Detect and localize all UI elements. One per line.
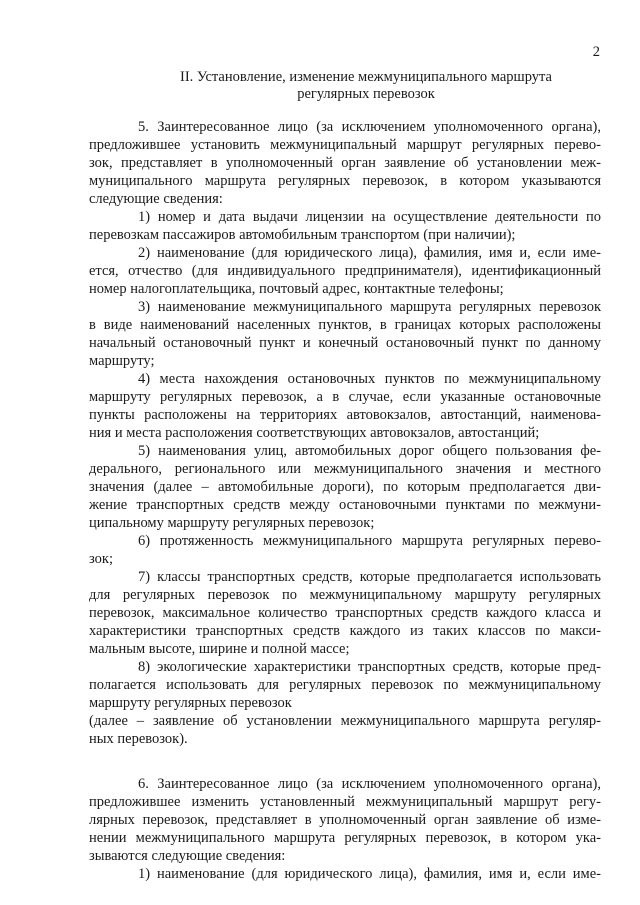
body-line: значения (далее – автомобильные дороги), по которым предполагается дви- — [89, 479, 601, 495]
body-line: (далее – заявление об установлении межмуниципального маршрута регуляр- — [89, 713, 601, 729]
body-line: жение транспортных средств между остановочными пунктами по межмуни- — [89, 497, 601, 513]
body-line: 7) классы транспортных средств, которые предполагается использовать — [138, 569, 601, 585]
body-line: ных перевозок). — [89, 731, 188, 747]
body-line: 2) наименование (для юридического лица), фамилия, имя и, если име- — [138, 245, 601, 261]
body-line: пункты расположены на территориях автовокзалов, автостанций, наименова- — [89, 407, 601, 423]
body-line: ципальному маршруту регулярных перевозок; — [89, 515, 375, 531]
body-line: следующие сведения: — [89, 191, 223, 207]
body-line: 5) наименования улиц, автомобильных дорог общего пользования фе- — [138, 443, 601, 459]
section-heading — [0, 69, 640, 102]
body-line: дерального, регионального или межмуниципального значения и местного — [89, 461, 601, 477]
body-line: ния и места расположения соответствующих автовокзалов, автостанций; — [89, 425, 540, 441]
body-line: 1) наименование (для юридического лица), фамилия, имя и, если име- — [138, 866, 601, 882]
section-heading-line: II. Установление, изменение межмуниципального маршрута — [180, 69, 552, 85]
body-line: перевозок, максимальное количество транспортных средств каждого класса и — [89, 605, 601, 621]
body-line: маршруту; — [89, 353, 155, 369]
body-line: муниципального маршрута регулярных перевозок, в котором указываются — [89, 173, 601, 189]
body-line: в виде наименований населенных пунктов, в границах которых расположены — [89, 317, 601, 333]
body-line: 5. Заинтересованное лицо (за исключением уполномоченного органа), — [138, 119, 601, 135]
section-heading-line: регулярных перевозок — [297, 85, 435, 102]
body-line: зок; — [89, 551, 113, 567]
body-line: 6. Заинтересованное лицо (за исключением уполномоченного органа), — [138, 776, 601, 792]
body-line: 6) протяженность межмуниципального маршрута регулярных перево- — [138, 533, 601, 549]
body-line: маршруту регулярных перевозок — [89, 695, 292, 711]
body-line: 8) экологические характеристики транспортных средств, которые пред- — [138, 659, 601, 675]
body-line: маршруту регулярных перевозок, а в случае, если указанные остановочные — [89, 389, 601, 405]
body-line: перевозкам пассажиров автомобильным транспортом (при наличии); — [89, 227, 516, 243]
body-line: начальный остановочный пункт и конечный остановочный пункт по данному — [89, 335, 601, 351]
body-line: характеристики транспортных средств каждого из таких классов по макси- — [89, 623, 601, 639]
body-line: полагается использовать для регулярных перевозок по межмуниципальному — [89, 677, 601, 693]
body-line: 1) номер и дата выдачи лицензии на осуществление деятельности по — [138, 209, 601, 225]
body-line: мальным высоте, ширине и полной массе; — [89, 641, 350, 657]
body-line: нении межмуниципального маршрута регулярных перевозок, в котором ука- — [89, 830, 601, 846]
body-line: предложившее установить межмуниципальный маршрут регулярных перево- — [89, 137, 601, 153]
page-number: 2 — [592, 44, 600, 60]
body-line: ется, отчество (для индивидуального предпринимателя), идентификационный — [89, 263, 601, 279]
body-line: 4) места нахождения остановочных пунктов по межмуниципальному — [138, 371, 601, 387]
body-line: зок, представляет в уполномоченный орган заявление об установлении меж- — [89, 155, 601, 171]
body-line: предложившее изменить установленный межмуниципальный маршрут регу- — [89, 794, 601, 810]
body-line: лярных перевозок, представляет в уполномоченный орган заявление об изме- — [89, 812, 601, 828]
body-line: 3) наименование межмуниципального маршрута регулярных перевозок — [138, 299, 601, 315]
body-line: номер налогоплательщика, почтовый адрес, контактные телефоны; — [89, 281, 504, 297]
body-line: зываются следующие сведения: — [89, 848, 286, 864]
body-line: для регулярных перевозок по межмуниципальному маршруту регулярных — [89, 587, 601, 603]
